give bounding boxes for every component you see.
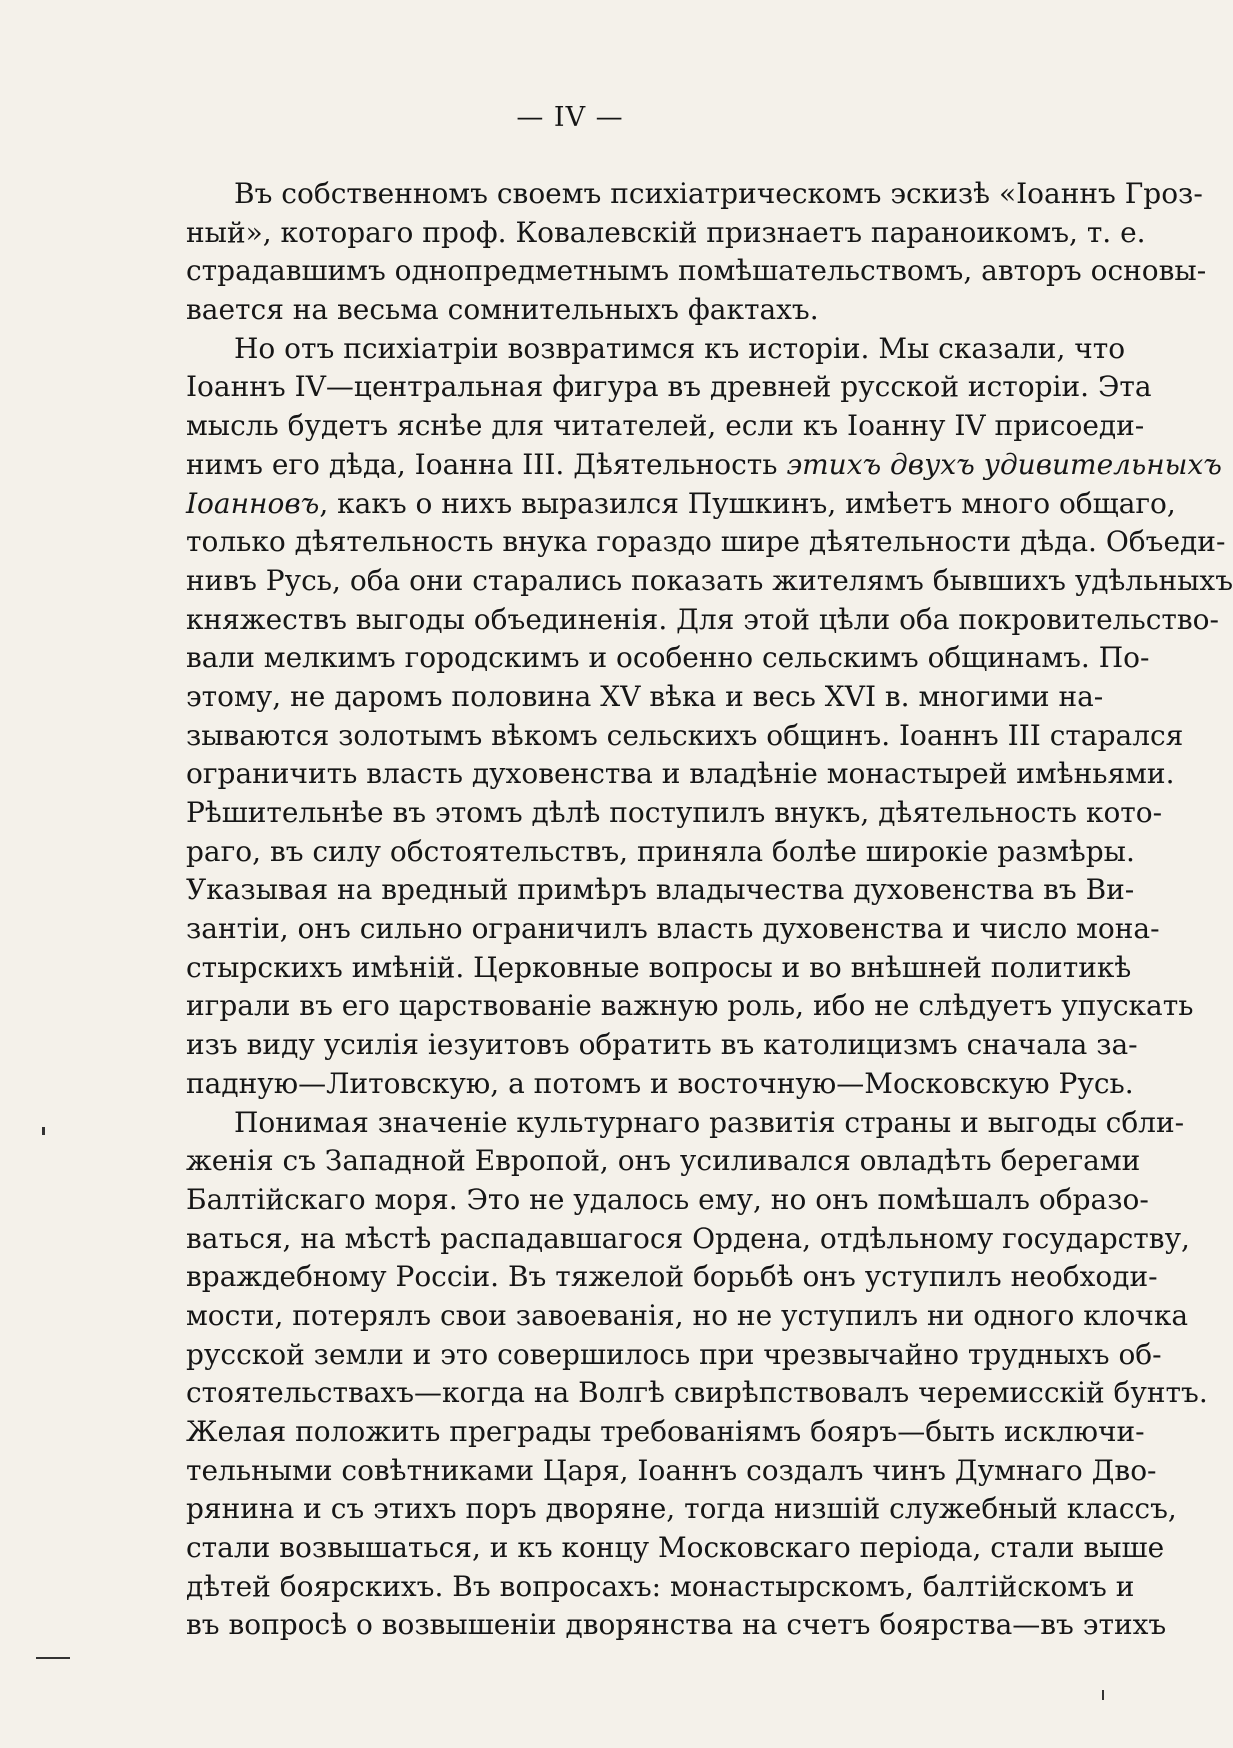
text-line: Въ собственномъ своемъ психіатрическомъ эскизѣ «Іоаннъ Гроз- (234, 177, 1203, 210)
text-line: Указывая на вредный примѣръ владычества духовенства въ Ви- (186, 873, 1135, 907)
text-line: рянина и съ этихъ поръ дворяне, тогда низшій служебный классъ, (186, 1492, 1177, 1526)
text-line: падную—Литовскую, а потомъ и восточную—Московскую Русь. (186, 1066, 1134, 1100)
paragraph-2 (186, 330, 1233, 1104)
text-line: зантіи, онъ сильно ограничилъ власть духовенства и число мона- (186, 912, 1160, 946)
text-line: Понимая значеніе культурнаго развитія страны и выгоды сбли- (234, 1105, 1185, 1139)
text-line: стали возвышаться, и къ концу Московскаго періода, стали выше (186, 1531, 1165, 1565)
text-line: зываются золотымъ вѣкомъ сельскихъ общинъ. Іоаннъ III старался (186, 718, 1184, 752)
page-number: — IV — (516, 102, 624, 133)
text-line: тельными совѣтниками Царя, Іоаннъ создалъ чинъ Думнаго Дво- (186, 1453, 1157, 1487)
text-line: Рѣшительнѣе въ этомъ дѣлѣ поступилъ внукъ, дѣятельность кото- (186, 796, 1163, 829)
text-line: стоятельствахъ—когда на Волгѣ свирѣпствовалъ черемисскій бунтъ. (186, 1376, 1208, 1410)
text-line: вается на весьма сомнительныхъ фактахъ. (186, 293, 819, 327)
text-line: ограничить власть духовенства и владѣніе монастырей имѣньями. (186, 757, 1175, 791)
text-line: княжествъ выгоды объединенія. Для этой цѣли оба покровительство- (186, 602, 1219, 636)
text-line: вали мелкимъ городскимъ и особенно сельскимъ общинамъ. По- (186, 641, 1150, 675)
text-line: играли въ его царствованіе важную роль, ибо не слѣдуетъ упускать (186, 989, 1194, 1023)
text-line: мысль будетъ яснѣе для читателей, если къ Іоанну IV присоеди- (186, 409, 1145, 443)
text-line (186, 446, 1222, 485)
scan-mark (36, 1657, 70, 1659)
text-line: русской земли и это совершилось при чрезвычайно трудныхъ об- (186, 1337, 1162, 1371)
text-line: только дѣятельность внука гораздо шире дѣятельности дѣда. Объеди- (186, 525, 1226, 559)
text-line: ваться, на мѣстѣ распадавшагося Ордена, отдѣльному государству, (186, 1221, 1190, 1255)
paragraph-3 (186, 1104, 1208, 1646)
text-line: раго, въ силу обстоятельствъ, приняла болѣе широкіе размѣры. (186, 834, 1135, 868)
paragraph-1 (186, 175, 1207, 330)
italic-phrase: Іоанновъ (186, 486, 320, 520)
text-line: ный», котораго проф. Ковалевскій признаетъ параноикомъ, т. е. (186, 215, 1146, 249)
text-line: женія съ Западной Европой, онъ усиливался овладѣть берегами (186, 1144, 1141, 1178)
text-line: Іоаннъ IV—центральная фигура въ древней русской исторіи. Эта (186, 370, 1152, 404)
text-line: мости, потерялъ свои завоеванія, но не уступилъ ни одного клочка (186, 1298, 1189, 1332)
text-line: нивъ Русь, оба они старались показать жителямъ бывшихъ удѣльныхъ (186, 563, 1233, 597)
text-line: этому, не даромъ половина XV вѣка и весь XVI в. многими на- (186, 679, 1104, 713)
text-line: въ вопросѣ о возвышеніи дворянства на счетъ боярства—въ этихъ (186, 1608, 1167, 1642)
text-line: страдавшимъ однопредметнымъ помѣшательствомъ, авторъ основы- (186, 254, 1207, 288)
text-line: враждебному Россіи. Въ тяжелой борьбѣ онъ уступилъ необходи- (186, 1260, 1158, 1294)
italic-phrase: этихъ двухъ удивительныхъ (786, 447, 1222, 481)
body-text (186, 175, 1233, 1645)
text-line (186, 485, 1176, 524)
text-line: стырскихъ имѣній. Церковные вопросы и во внѣшней политикѣ (186, 950, 1132, 984)
text-segment: нимъ его дѣда, Іоанна III. Дѣятельность (186, 447, 778, 481)
text-line: Но отъ психіатріи возвратимся къ исторіи. Мы сказали, что (234, 331, 1126, 365)
text-line: дѣтей боярскихъ. Въ вопросахъ: монастырскомъ, балтійскомъ и (186, 1569, 1135, 1603)
text-line: Балтійскаго моря. Это не удалось ему, но онъ помѣшалъ образо- (186, 1182, 1149, 1216)
text-line: Желая положить преграды требованіямъ бояръ—быть исключи- (186, 1415, 1145, 1448)
text-segment: , какъ о нихъ выразился Пушкинъ, имѣетъ много общаго, (319, 486, 1176, 520)
scan-mark (1102, 1690, 1104, 1700)
text-line: изъ виду усилія іезуитовъ обратить въ католицизмъ сначала за- (186, 1028, 1138, 1062)
scan-mark (42, 1127, 45, 1135)
